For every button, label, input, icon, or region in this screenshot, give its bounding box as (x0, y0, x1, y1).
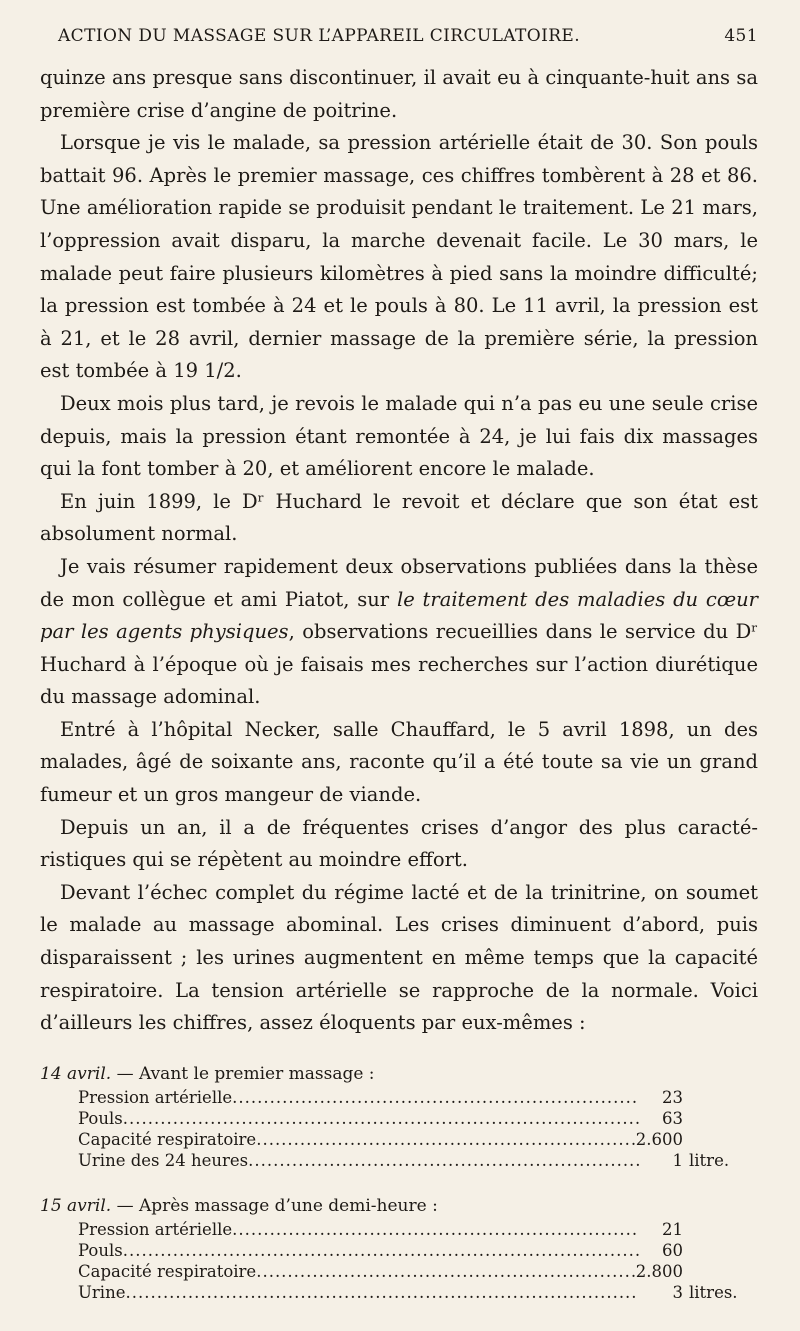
text-run: , observations recueillies dans le service du Dʳ Huchard à l’époque où je faisais mes recherches sur l’action diurétique du massage adominal. (40, 620, 758, 709)
thesis-title: le traitement des maladies du cœur par les agents physiques (40, 587, 758, 644)
measurement-row (78, 1219, 745, 1240)
observation-title: — Après massage d’une demi-heure : (111, 1195, 438, 1216)
measurement-row (78, 1240, 745, 1261)
measurement-row (78, 1261, 745, 1282)
measure-value: 3 (672, 1282, 683, 1302)
measurement-row (78, 1150, 745, 1171)
paragraph-piatot (40, 551, 758, 714)
leader-dots (232, 1087, 639, 1108)
measurement-table (78, 1087, 745, 1171)
measurement-row (78, 1282, 745, 1303)
measure-label: Capacité respiratoire (78, 1261, 257, 1281)
measure-value: 2.600 (635, 1129, 683, 1149)
observation-title: — Avant le premier massage : (111, 1063, 375, 1084)
paragraph: Deux mois plus tard, je revois le malade qui n’a pas eu une seule crise depuis, mais la pression étant remontée à 24, je lui fais dix massages qui la font tomber à 20, et améliorent encore le malade. (40, 391, 758, 481)
measurement-table (78, 1219, 745, 1303)
leader-dots (123, 1240, 639, 1261)
measure-unit: litres. (689, 1282, 738, 1302)
leader-dots (232, 1219, 639, 1240)
leader-dots (248, 1150, 639, 1171)
measurement-row (78, 1129, 745, 1150)
leader-dots (256, 1261, 636, 1282)
measure-label: Pression artérielle (78, 1219, 233, 1239)
text-run: Je vais résumer rapidement deux observations publiées dans la thèse de mon collègue et ami Piatot, sur (40, 554, 758, 611)
observation-block (40, 1061, 758, 1303)
measurement-row (78, 1108, 745, 1129)
measurement-row (78, 1087, 745, 1108)
paragraph: Lorsque je vis le malade, sa pression artérielle était de 30. Son pouls battait 96. Après le premier massage, ces chiffres tombèrent à 28 et 86. Une amélioration rapide se produisit pendant le traitement. Le 21 mars, l’oppression avait disparu, la marche devenait facile. Le 30 mars, le malade peut faire plusieurs kilomètres à pied sans la moindre difficulté; la pression est tombée à 24 et le pouls à 80. Le 11 avril, la pression est à 21, et le 28 avril, dernier massage de la première série, la pression est tombée à 19 1/2. (40, 131, 758, 383)
observation-date: 15 avril. (40, 1195, 112, 1216)
observation-heading (40, 1193, 758, 1219)
paragraph: Devant l’échec complet du régime lacté et de la trinitrine, on soumet le malade au massage abominal. Les crises diminuent d’abord, puis disparaissent ; les urines augmentent en même temps que la capacité respiratoire. La tension artérielle se rapproche de la normale. Voici d’ailleurs les chiffres, assez éloquents par eux-mêmes : (40, 880, 758, 1035)
measure-label: Pression artérielle (78, 1087, 233, 1107)
measure-value: 23 (662, 1087, 683, 1107)
paragraph: Depuis un an, il a de fréquentes crises d’angor des plus caracté-ristiques qui se répètent au moindre effort. (40, 815, 758, 872)
paragraph: En juin 1899, le Dʳ Huchard le revoit et déclare que son état est absolument normal. (40, 489, 758, 546)
body-text (40, 62, 758, 1303)
measure-value: 63 (662, 1108, 683, 1128)
leader-dots (125, 1282, 639, 1303)
running-title: ACTION DU MASSAGE SUR L’APPAREIL CIRCULATOIRE. (58, 26, 581, 46)
measure-label: Urine des 24 heures (78, 1150, 249, 1170)
page-number: 451 (724, 26, 758, 46)
leader-dots (123, 1108, 639, 1129)
measure-value: 21 (662, 1219, 683, 1239)
measure-label: Pouls (78, 1240, 123, 1260)
measure-value: 2.800 (635, 1261, 683, 1281)
observation-date: 14 avril. (40, 1063, 112, 1084)
measure-label: Capacité respiratoire (78, 1129, 257, 1149)
measure-label: Urine (78, 1282, 126, 1302)
measure-label: Pouls (78, 1108, 123, 1128)
measure-value: 60 (662, 1240, 683, 1260)
paragraph: Entré à l’hôpital Necker, salle Chauffard, le 5 avril 1898, un des malades, âgé de soixante ans, raconte qu’il a été toute sa vie un grand fumeur et un gros mangeur de viande. (40, 717, 758, 807)
running-header (58, 26, 758, 50)
measure-unit: litre. (689, 1150, 730, 1170)
paragraph: quinze ans presque sans discontinuer, il avait eu à cinquante-huit ans sa première crise d’angine de poitrine. (40, 66, 758, 122)
observation-heading (40, 1061, 758, 1087)
leader-dots (256, 1129, 636, 1150)
measure-value: 1 (672, 1150, 683, 1170)
